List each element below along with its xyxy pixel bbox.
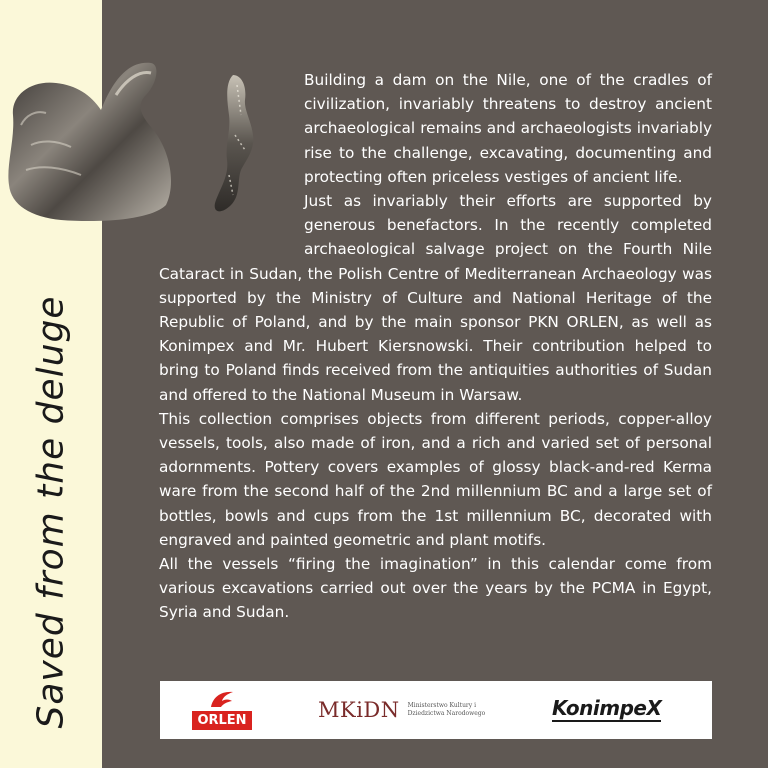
konimpex-wordmark: KonimpeX [552, 696, 662, 720]
mkidn-subtitle: Ministerstwo Kultury i Dziedzictwa Narodowego [407, 702, 486, 717]
artifact-spacer [159, 68, 304, 248]
sponsor-logo-bar [160, 681, 712, 739]
page-title: Saved from the deluge [30, 295, 72, 729]
body-text [159, 68, 712, 625]
eagle-icon [207, 689, 237, 709]
paragraph: Building a dam on the Nile, one of the cradles of civilization, invariably threatens to destroy ancient archaeological remains and archaeologists invariably rise to the challenge, excavating, documenting and protecting often priceless vestiges of ancient life. [304, 71, 712, 186]
orlen-logo [190, 689, 254, 733]
konimpex-logo [552, 696, 661, 722]
paragraph: All the vessels “firing the imagination” in this calendar come from various excavations carried out over the years by the PCMA in Egypt, Syria and Sudan. [159, 555, 712, 622]
mkidn-wordmark: MKiDN [318, 698, 400, 722]
paragraph: This collection comprises objects from different periods, copper-alloy vessels, tools, also made of iron, and a rich and varied set of personal adornments. Pottery covers examples of glossy black-and-red Kerma ware from the second half of the 2nd millennium BC and a large set of bottles, bowls and cups from the 1st millennium BC, decorated with engraved and painted geometric and plant motifs. [159, 409, 712, 549]
paragraph: Just as invariably their efforts are supported by generous benefactors. In the recently completed archaeological salvage project on the Fourth Nile Cataract in Sudan, the Polish Centre of Mediterranean Archaeology was supported by the Ministry of Culture and National Heritage of the Republic of Poland, and by the main sponsor PKN ORLEN, as well as Konimpex and Mr. Hubert Kiersnowski. Their contribution helped to bring to Poland finds received from the antiquities authorities of Sudan and offered to the National Museum in Warsaw. [159, 192, 712, 404]
mkidn-logo [318, 698, 498, 722]
orlen-wordmark: ORLEN [192, 711, 251, 730]
